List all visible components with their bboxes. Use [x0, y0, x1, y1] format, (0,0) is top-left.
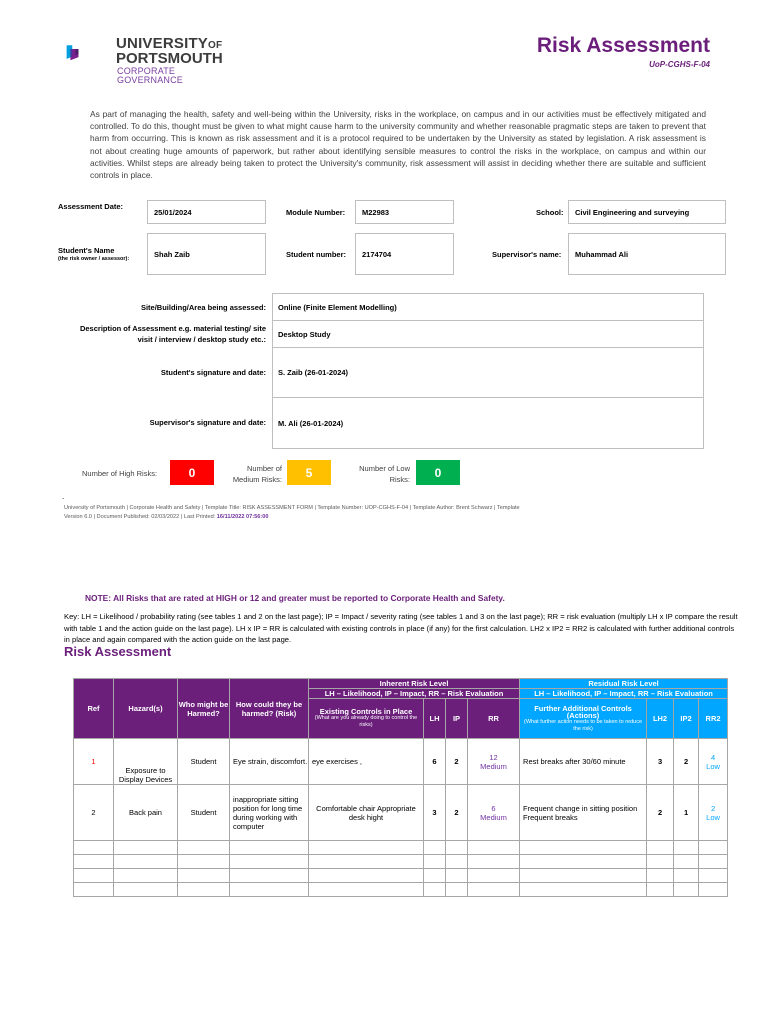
row-how: inappropriate sitting position for long time during working with computer: [230, 785, 309, 841]
low-risks-count: 0: [416, 460, 460, 485]
row-further: Rest breaks after 30/60 minute: [520, 739, 647, 785]
description-label: Description of Assessment e.g. material testing/ site visit / interview / desktop study etc.:: [79, 324, 266, 344]
header-inherent: Inherent Risk Level: [309, 679, 520, 689]
table-row-empty: [74, 883, 728, 897]
high-risks-count: 0: [170, 460, 214, 485]
university-logo-icon: [66, 24, 116, 84]
header-ip: IP: [446, 699, 468, 739]
medium-risks-count: 5: [287, 460, 331, 485]
row-lh: 6: [424, 739, 446, 785]
student-signature-field[interactable]: S. Zaib (26-01-2024): [273, 348, 703, 398]
row-rr: 12 Medium: [468, 739, 520, 785]
row-ip2: 1: [674, 785, 699, 841]
supervisor-signature-label: Supervisor's signature and date:: [149, 418, 266, 427]
low-risks-label: Number of Low Risks:: [359, 464, 410, 484]
row-how: Eye strain, discomfort.: [230, 739, 309, 785]
header-residual: Residual Risk Level: [520, 679, 728, 689]
student-name-field[interactable]: Shah Zaib: [147, 233, 266, 275]
module-number-label: Module Number:: [286, 208, 346, 217]
row-rr: 6 Medium: [468, 785, 520, 841]
row-ip: 2: [446, 739, 468, 785]
medium-risks-label: Number of Medium Risks:: [232, 464, 282, 484]
header-lh2: LH2: [647, 699, 674, 739]
rating-key: Key: LH = Likelihood / probability rating (see tables 1 and 2 on the last page); IP = Impact / severity rating (see tables 1 and 3 on the last page); RR = risk evaluation (multiply LH x IP compare the result with table 1 and the action guide on the last page). LH x IP = RR is calculated with existing controls in place (if any) for the first calculation. LH2 x IP2 = RR2 is calculated with further additional controls in place and again compared with the action guide on the last page.: [64, 612, 738, 645]
template-code: UoP-CGHS-F-04: [649, 60, 710, 69]
row-existing: eye exercises ,: [309, 739, 424, 785]
site-field[interactable]: Online (Finite Element Modelling): [273, 294, 703, 321]
site-label: Site/Building/Area being assessed:: [140, 303, 266, 312]
row-further: Frequent change in sitting position Frequent breaks: [520, 785, 647, 841]
row-lh: 3: [424, 785, 446, 841]
row-ref: 1: [74, 739, 114, 785]
row-existing: Comfortable chair Appropriate desk hight: [309, 785, 424, 841]
reporting-note: NOTE: All Risks that are rated at HIGH or 12 and greater must be reported to Corporate Health and Safety.: [85, 593, 505, 603]
assessment-date-field[interactable]: 25/01/2024: [147, 200, 266, 224]
row-who: Student: [178, 785, 230, 841]
row-who: Student: [178, 739, 230, 785]
student-name-label: Student's Name: [58, 246, 115, 255]
header-ref: Ref: [74, 679, 114, 739]
row-ip: 2: [446, 785, 468, 841]
student-name-sublabel: (the risk owner / assessor):: [58, 256, 130, 262]
header-how: How could they be harmed? (Risk): [230, 679, 309, 739]
header-existing: Existing Controls in Place (What are you already doing to control the risks): [309, 699, 424, 739]
site-details-table: [272, 293, 704, 449]
table-row-empty: [74, 869, 728, 883]
description-field[interactable]: Desktop Study: [273, 321, 703, 348]
row-lh2: 3: [647, 739, 674, 785]
row-ip2: 2: [674, 739, 699, 785]
school-label: School:: [536, 208, 564, 217]
risk-assessment-table: [73, 678, 728, 897]
supervisor-name-field[interactable]: Muhammad Ali: [568, 233, 726, 275]
header-ip2: IP2: [674, 699, 699, 739]
logo-line1: UNIVERSITYOF: [116, 35, 223, 52]
row-rr2: 4 Low: [699, 739, 728, 785]
student-signature-label: Student's signature and date:: [160, 368, 266, 377]
header-further: Further Additional Controls (Actions) (What further action needs to be taken to reduce the risk): [520, 699, 647, 739]
table-row-empty: [74, 841, 728, 855]
assessment-date-label: Assessment Date:: [58, 202, 124, 211]
section-title: Risk Assessment: [64, 644, 172, 659]
footer-dot: .: [62, 492, 65, 501]
student-number-label: Student number:: [286, 250, 346, 259]
row-rr2: 2 Low: [699, 785, 728, 841]
header-hazard: Hazard(s): [114, 679, 178, 739]
header-residual-sub: LH – Likelihood, IP – Impact, RR – Risk Evaluation: [520, 689, 728, 699]
header-rr: RR: [468, 699, 520, 739]
school-field[interactable]: Civil Engineering and surveying: [568, 200, 726, 224]
intro-paragraph: As part of managing the health, safety and well-being within the University, risks in the workplace, on campus and in our activities must be effectively mitigated and controlled. To do this, thought must be given to what might cause harm to the university community and whether reasonable pragmatic steps are taken to prevent that harm from occurring. This is known as risk assessment and it is a protocol required to be undertaken by the University as stated by legislation. A risk assessment is not about creating huge amounts of paperwork, but rather about identifying sensible measures to control the risks in the workplace, on campus and within our activities. Whilst steps are already being taken to protect the University's community, risk assessment will assist in deciding whether there are suitable and sufficient controls in place.: [90, 109, 706, 181]
module-number-field[interactable]: M22983: [355, 200, 454, 224]
header-rr2: RR2: [699, 699, 728, 739]
logo-sub1: CORPORATE: [117, 66, 176, 76]
row-hazard: Back pain: [114, 785, 178, 841]
page-title: Risk Assessment: [536, 34, 710, 57]
table-row: [74, 785, 728, 841]
row-lh2: 2: [647, 785, 674, 841]
high-risks-label: Number of High Risks:: [82, 469, 158, 478]
row-ref: 2: [74, 785, 114, 841]
header-lh: LH: [424, 699, 446, 739]
header-who: Who might be Harmed?: [178, 679, 230, 739]
supervisor-name-label: Supervisor's name:: [492, 250, 562, 259]
student-number-field[interactable]: 2174704: [355, 233, 454, 275]
template-footer: University of Portsmouth | Corporate Health and Safety | Template Title: RISK ASSESSMENT FORM | Template Number: UOP-CGHS-F-04 | Template Author: Brent Schwarz | Template Version 6.0 | Document Published: 02/03/2022 | Last Printed: 16/11/2022 07:56:00: [64, 505, 520, 520]
supervisor-signature-field[interactable]: M. Ali (26-01-2024): [278, 418, 344, 428]
table-row-empty: [74, 855, 728, 869]
row-hazard: Exposure to Display Devices: [114, 739, 178, 785]
logo-sub2: GOVERNANCE: [117, 75, 184, 85]
table-row: [74, 739, 728, 785]
header-inherent-sub: LH – Likelihood, IP – Impact, RR – Risk Evaluation: [309, 689, 520, 699]
logo-line2: PORTSMOUTH: [116, 50, 223, 67]
